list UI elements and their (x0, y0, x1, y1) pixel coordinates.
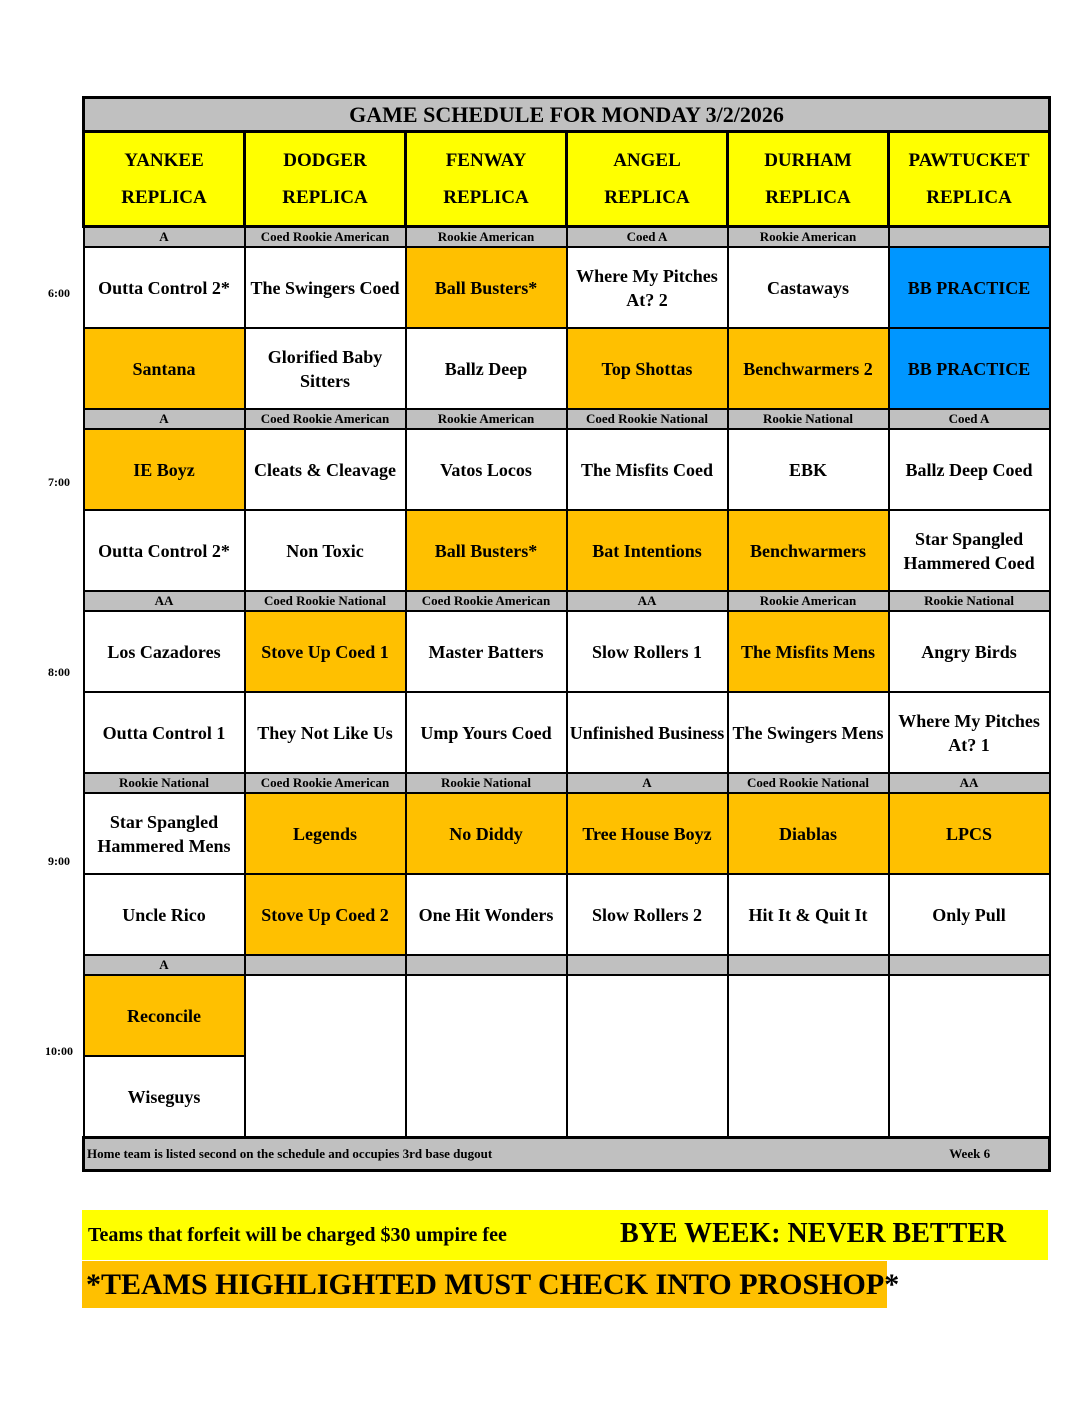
division-label (728, 955, 889, 975)
home-team: Wiseguys (84, 1056, 245, 1138)
away-team: Castaways (728, 247, 889, 328)
home-team: Benchwarmers 2 (728, 328, 889, 409)
forfeit-note: Teams that forfeit will be charged $30 umpire fee (88, 1224, 507, 1246)
division-label: AA (567, 591, 728, 611)
empty-slot (889, 975, 1050, 1138)
home-team: Ballz Deep (406, 328, 567, 409)
field-header: PAWTUCKET REPLICA (889, 132, 1050, 227)
field-header: YANKEE REPLICA (84, 132, 245, 227)
field-header: ANGEL REPLICA (567, 132, 728, 227)
home-team: Unfinished Business (567, 692, 728, 773)
away-team: Outta Control 2* (84, 247, 245, 328)
home-team-note: Home team is listed second on the schedule and occupies 3rd base dugout (87, 1146, 493, 1161)
home-team: Hit It & Quit It (728, 874, 889, 955)
empty-slot (567, 975, 728, 1138)
away-team: Ballz Deep Coed (889, 429, 1050, 510)
division-label: Rookie American (728, 591, 889, 611)
time-label: 6:00 (48, 286, 70, 300)
home-team: The Swingers Mens (728, 692, 889, 773)
division-label: Rookie National (84, 773, 245, 793)
division-label: Coed Rookie American (245, 409, 406, 429)
away-team: LPCS (889, 793, 1050, 874)
empty-slot (728, 975, 889, 1138)
division-label: Coed Rookie National (567, 409, 728, 429)
footer-note-row (84, 1138, 1050, 1171)
home-team: One Hit Wonders (406, 874, 567, 955)
practice-slot: BB PRACTICE (889, 247, 1050, 328)
away-team: Master Batters (406, 611, 567, 692)
practice-slot: BB PRACTICE (889, 328, 1050, 409)
schedule-title: GAME SCHEDULE FOR MONDAY 3/2/2026 (84, 98, 1050, 132)
division-label (245, 955, 406, 975)
away-team: Where My Pitches At? 2 (567, 247, 728, 328)
away-team: Tree House Boyz (567, 793, 728, 874)
away-team: EBK (728, 429, 889, 510)
bye-week-note: BYE WEEK: NEVER BETTER (620, 1218, 1007, 1249)
away-team: Legends (245, 793, 406, 874)
division-label (889, 227, 1050, 248)
time-label: 10:00 (45, 1044, 73, 1058)
field-header: DODGER REPLICA (245, 132, 406, 227)
away-team: Cleats & Cleavage (245, 429, 406, 510)
division-label: Coed A (567, 227, 728, 248)
away-team: IE Boyz (84, 429, 245, 510)
division-label: AA (889, 773, 1050, 793)
away-team: Vatos Locos (406, 429, 567, 510)
division-label: Rookie American (728, 227, 889, 248)
division-label: A (567, 773, 728, 793)
week-label: Week 6 (949, 1146, 991, 1161)
division-label: Coed A (889, 409, 1050, 429)
home-team: Only Pull (889, 874, 1050, 955)
home-team: Uncle Rico (84, 874, 245, 955)
division-label: A (84, 409, 245, 429)
home-team: Top Shottas (567, 328, 728, 409)
away-team: No Diddy (406, 793, 567, 874)
division-label: Rookie National (406, 773, 567, 793)
time-label: 8:00 (48, 665, 70, 679)
away-team: Angry Birds (889, 611, 1050, 692)
schedule-sheet (82, 96, 1048, 1172)
home-team: Ump Yours Coed (406, 692, 567, 773)
division-label: A (84, 955, 245, 975)
field-header: FENWAY REPLICA (406, 132, 567, 227)
away-team: Diablas (728, 793, 889, 874)
home-team: Santana (84, 328, 245, 409)
division-label: Coed Rookie National (728, 773, 889, 793)
home-team: Star Spangled Hammered Coed (889, 510, 1050, 591)
division-label: Rookie National (728, 409, 889, 429)
proshop-checkin-note: *TEAMS HIGHLIGHTED MUST CHECK INTO PROSHOP* (82, 1261, 887, 1308)
time-label: 7:00 (48, 475, 70, 489)
time-label: 9:00 (48, 854, 70, 868)
home-team: Glorified Baby Sitters (245, 328, 406, 409)
away-team: Reconcile (84, 975, 245, 1056)
division-label: A (84, 227, 245, 248)
away-team: Stove Up Coed 1 (245, 611, 406, 692)
away-team: Slow Rollers 1 (567, 611, 728, 692)
home-team: They Not Like Us (245, 692, 406, 773)
division-label: AA (84, 591, 245, 611)
division-label: Coed Rookie American (245, 773, 406, 793)
division-label: Rookie American (406, 227, 567, 248)
division-label: Rookie American (406, 409, 567, 429)
division-label: Coed Rookie National (245, 591, 406, 611)
home-team: Benchwarmers (728, 510, 889, 591)
division-label: Coed Rookie American (406, 591, 567, 611)
field-header: DURHAM REPLICA (728, 132, 889, 227)
away-team: Los Cazadores (84, 611, 245, 692)
away-team: The Swingers Coed (245, 247, 406, 328)
division-label (406, 955, 567, 975)
division-label: Coed Rookie American (245, 227, 406, 248)
home-team: Ball Busters* (406, 510, 567, 591)
home-team: Stove Up Coed 2 (245, 874, 406, 955)
away-team: Star Spangled Hammered Mens (84, 793, 245, 874)
home-team: Outta Control 2* (84, 510, 245, 591)
forfeit-banner (82, 1210, 1048, 1260)
home-team: Bat Intentions (567, 510, 728, 591)
division-label (567, 955, 728, 975)
empty-slot (245, 975, 406, 1138)
home-team: Where My Pitches At? 1 (889, 692, 1050, 773)
empty-slot (406, 975, 567, 1138)
home-team: Outta Control 1 (84, 692, 245, 773)
division-label: Rookie National (889, 591, 1050, 611)
home-team: Slow Rollers 2 (567, 874, 728, 955)
away-team: The Misfits Mens (728, 611, 889, 692)
schedule-table (82, 96, 1051, 1172)
away-team: The Misfits Coed (567, 429, 728, 510)
away-team: Ball Busters* (406, 247, 567, 328)
division-label (889, 955, 1050, 975)
home-team: Non Toxic (245, 510, 406, 591)
